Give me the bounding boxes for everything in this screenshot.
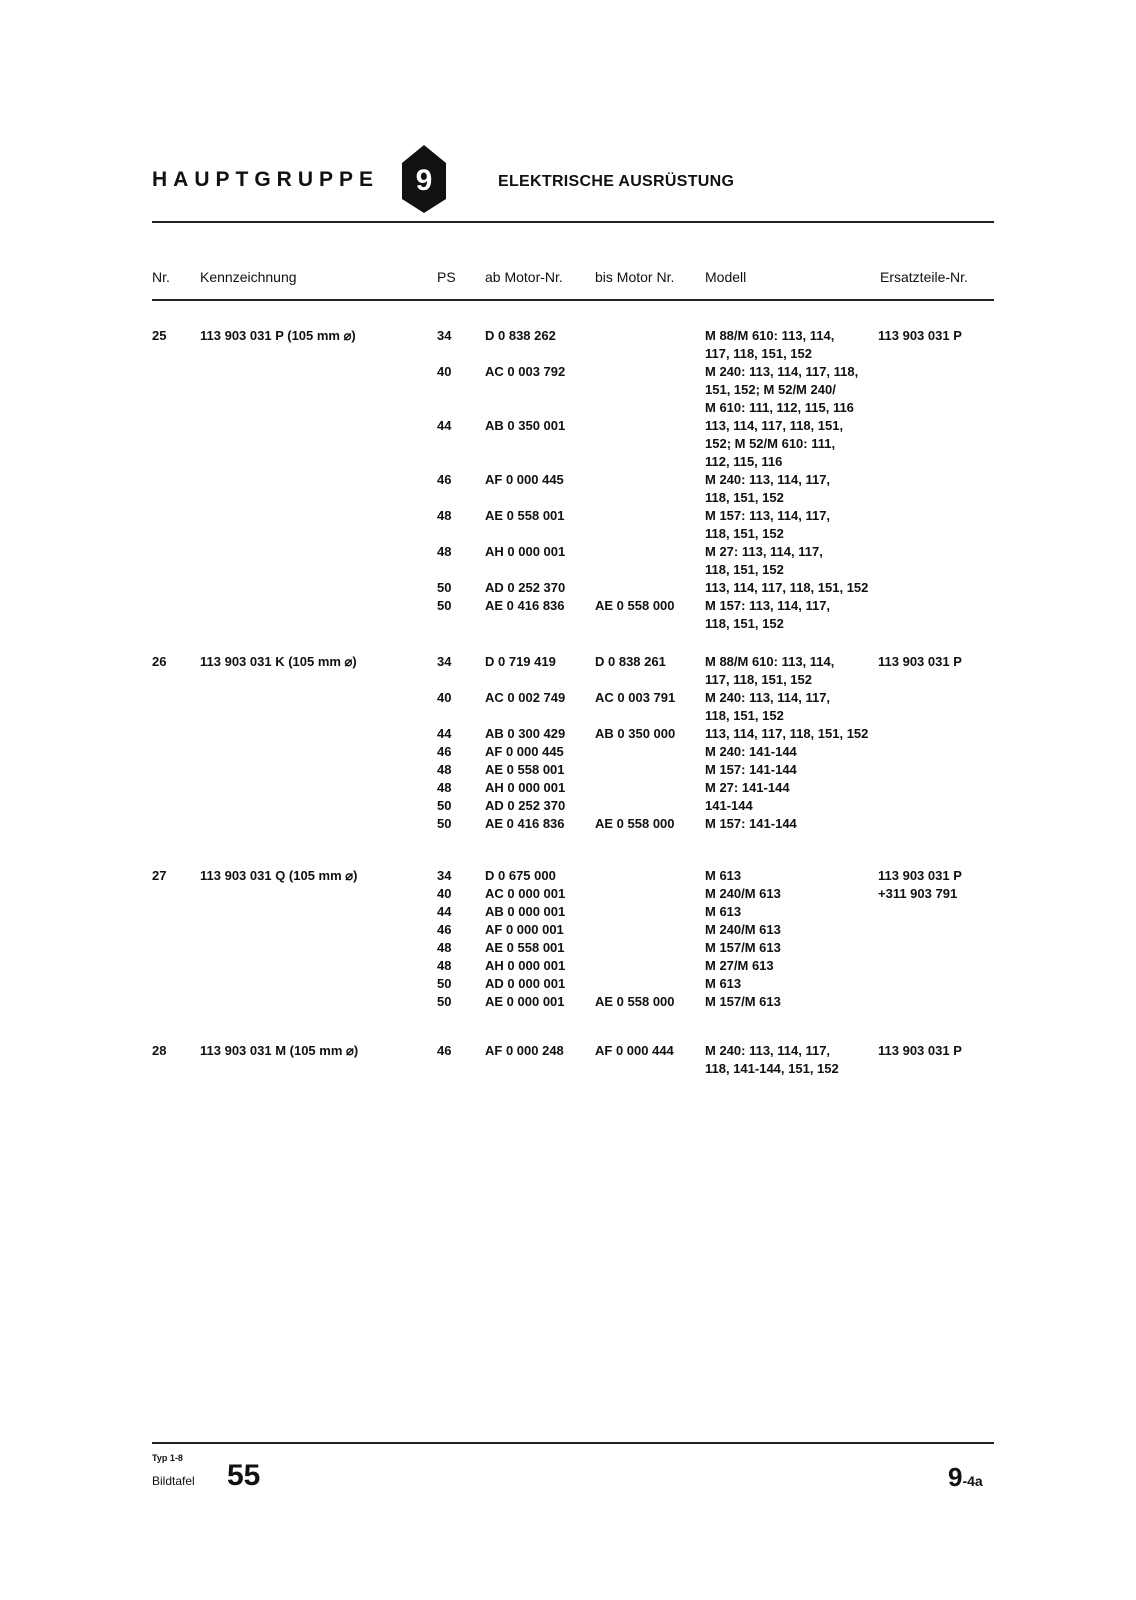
col-header-ps: PS: [437, 269, 456, 285]
row-ps: 48: [437, 508, 452, 523]
entry-kennzeichnung: 113 903 031 K (105 mm ⌀): [200, 654, 357, 669]
row-modell: M 240: 113, 114, 117,: [705, 1043, 831, 1058]
entry-number: 26: [152, 654, 167, 669]
row-ab-motor: AH 0 000 001: [485, 544, 566, 559]
col-header-bis-motor: bis Motor Nr.: [595, 269, 675, 285]
row-modell: 141-144: [705, 798, 753, 813]
entry-number: 27: [152, 868, 167, 883]
entry-ersatzteile: 113 903 031 P: [878, 1043, 962, 1058]
row-ab-motor: AH 0 000 001: [485, 958, 566, 973]
row-ab-motor: AD 0 000 001: [485, 976, 566, 991]
col-header-ab-motor: ab Motor-Nr.: [485, 269, 563, 285]
row-ab-motor: D 0 675 000: [485, 868, 556, 883]
row-ab-motor: AC 0 003 792: [485, 364, 566, 379]
row-ps: 50: [437, 976, 452, 991]
footer-typ: Typ 1-8: [152, 1453, 183, 1463]
row-ps: 34: [437, 654, 452, 669]
row-modell: M 157: 113, 114, 117,: [705, 508, 831, 523]
page-sub: -4a: [962, 1473, 983, 1489]
col-header-nr: Nr.: [152, 269, 170, 285]
entry-ersatzteile: 113 903 031 P: [878, 654, 962, 669]
row-ps: 50: [437, 598, 452, 613]
col-header-kennzeichnung: Kennzeichnung: [200, 269, 297, 285]
row-modell: M 240/M 613: [705, 922, 781, 937]
footer-divider: [152, 1442, 994, 1444]
row-modell: M 157: 141-144: [705, 762, 797, 777]
row-ps: 48: [437, 544, 452, 559]
row-ab-motor: AE 0 416 836: [485, 598, 565, 613]
row-ab-motor: AE 0 000 001: [485, 994, 565, 1009]
row-modell: 113, 114, 117, 118, 151, 152: [705, 726, 869, 741]
entry-number: 25: [152, 328, 167, 343]
row-modell: M 27: 141-144: [705, 780, 790, 795]
row-ps: 40: [437, 886, 452, 901]
row-ab-motor: AB 0 000 001: [485, 904, 566, 919]
row-ps: 48: [437, 958, 452, 973]
row-ps: 48: [437, 940, 452, 955]
row-ab-motor: AF 0 000 001: [485, 922, 564, 937]
footer-bildtafel-label: Bildtafel: [152, 1474, 195, 1488]
group-badge-icon: [400, 143, 448, 215]
row-modell: M 88/M 610: 113, 114,: [705, 328, 835, 343]
row-ab-motor: AE 0 558 001: [485, 940, 565, 955]
row-ps: 46: [437, 472, 452, 487]
row-ab-motor: AF 0 000 248: [485, 1043, 564, 1058]
row-modell: 113, 114, 117, 118, 151, 152: [705, 580, 869, 595]
col-header-ersatzteile: Ersatzteile-Nr.: [880, 269, 968, 285]
row-modell: M 88/M 610: 113, 114,: [705, 654, 835, 669]
row-ps: 48: [437, 780, 452, 795]
entry-ersatzteile: 113 903 031 P: [878, 868, 962, 883]
row-ps: 44: [437, 904, 452, 919]
row-ps: 34: [437, 868, 452, 883]
row-modell: M 157/M 613: [705, 940, 781, 955]
row-modell: 118, 151, 152: [705, 708, 784, 723]
row-ab-motor: AF 0 000 445: [485, 472, 564, 487]
row-modell: M 27/M 613: [705, 958, 774, 973]
row-ab-motor: AC 0 000 001: [485, 886, 566, 901]
row-modell: 152; M 52/M 610: 111,: [705, 436, 836, 451]
entry-kennzeichnung: 113 903 031 M (105 mm ⌀): [200, 1043, 359, 1058]
group-label: HAUPTGRUPPE: [152, 168, 380, 191]
row-modell: M 240/M 613: [705, 886, 781, 901]
footer-bildtafel-number: 55: [227, 1459, 261, 1492]
row-modell: M 157/M 613: [705, 994, 781, 1009]
row-modell: 118, 151, 152: [705, 616, 784, 631]
row-ps: 34: [437, 328, 452, 343]
row-modell: M 610: 111, 112, 115, 116: [705, 400, 854, 415]
group-number-badge: [400, 143, 448, 215]
row-ps: 50: [437, 580, 452, 595]
row-ab-motor: AB 0 350 001: [485, 418, 566, 433]
row-modell: M 157: 141-144: [705, 816, 797, 831]
row-bis-motor: AE 0 558 000: [595, 816, 675, 831]
row-ab-motor: AD 0 252 370: [485, 798, 566, 813]
row-ps: 50: [437, 798, 452, 813]
entry-kennzeichnung: 113 903 031 P (105 mm ⌀): [200, 328, 356, 343]
row-bis-motor: AB 0 350 000: [595, 726, 676, 741]
row-ps: 40: [437, 364, 452, 379]
row-ab-motor: AE 0 558 001: [485, 508, 565, 523]
row-bis-motor: AE 0 558 000: [595, 994, 675, 1009]
row-ps: 50: [437, 994, 452, 1009]
row-ps: 44: [437, 418, 452, 433]
row-ab-motor: AE 0 558 001: [485, 762, 565, 777]
row-ab-motor: AB 0 300 429: [485, 726, 566, 741]
table-header-divider: [152, 299, 994, 301]
entry-ersatzteile: 113 903 031 P: [878, 328, 962, 343]
row-modell: M 240: 113, 114, 117,: [705, 690, 831, 705]
row-modell: 113, 114, 117, 118, 151,: [705, 418, 844, 433]
row-modell: M 613: [705, 976, 742, 991]
group-title: ELEKTRISCHE AUSRÜSTUNG: [498, 173, 735, 190]
row-modell: 117, 118, 151, 152: [705, 346, 812, 361]
row-modell: 118, 151, 152: [705, 490, 784, 505]
row-modell: M 240: 113, 114, 117,: [705, 472, 831, 487]
row-ab-motor: AE 0 416 836: [485, 816, 565, 831]
row-modell: M 613: [705, 904, 742, 919]
header-divider: [152, 221, 994, 223]
row-ps: 46: [437, 1043, 452, 1058]
entry-ersatzteile: +311 903 791: [878, 886, 958, 901]
col-header-modell: Modell: [705, 269, 747, 285]
row-bis-motor: AF 0 000 444: [595, 1043, 674, 1058]
row-ab-motor: D 0 838 262: [485, 328, 556, 343]
row-modell: 118, 151, 152: [705, 526, 784, 541]
row-modell: 118, 151, 152: [705, 562, 784, 577]
row-modell: M 27: 113, 114, 117,: [705, 544, 823, 559]
entry-kennzeichnung: 113 903 031 Q (105 mm ⌀): [200, 868, 358, 883]
row-bis-motor: AC 0 003 791: [595, 690, 676, 705]
row-modell: M 613: [705, 868, 742, 883]
row-ab-motor: AH 0 000 001: [485, 780, 566, 795]
row-ps: 48: [437, 762, 452, 777]
row-bis-motor: D 0 838 261: [595, 654, 666, 669]
row-ab-motor: AD 0 252 370: [485, 580, 566, 595]
row-ps: 46: [437, 744, 452, 759]
page-main: 9: [948, 1462, 963, 1492]
row-modell: 118, 141-144, 151, 152: [705, 1061, 839, 1076]
row-ps: 46: [437, 922, 452, 937]
row-ps: 44: [437, 726, 452, 741]
row-modell: 112, 115, 116: [705, 454, 783, 469]
row-ps: 40: [437, 690, 452, 705]
row-modell: M 240: 141-144: [705, 744, 797, 759]
row-ps: 50: [437, 816, 452, 831]
row-ab-motor: AF 0 000 445: [485, 744, 564, 759]
row-modell: M 240: 113, 114, 117, 118,: [705, 364, 859, 379]
row-bis-motor: AE 0 558 000: [595, 598, 675, 613]
footer-page-number: [948, 1462, 983, 1493]
entry-number: 28: [152, 1043, 167, 1058]
row-modell: 151, 152; M 52/M 240/: [705, 382, 836, 397]
row-modell: 117, 118, 151, 152: [705, 672, 812, 687]
row-ab-motor: AC 0 002 749: [485, 690, 566, 705]
row-ab-motor: D 0 719 419: [485, 654, 556, 669]
row-modell: M 157: 113, 114, 117,: [705, 598, 831, 613]
group-number: 9: [415, 164, 433, 197]
